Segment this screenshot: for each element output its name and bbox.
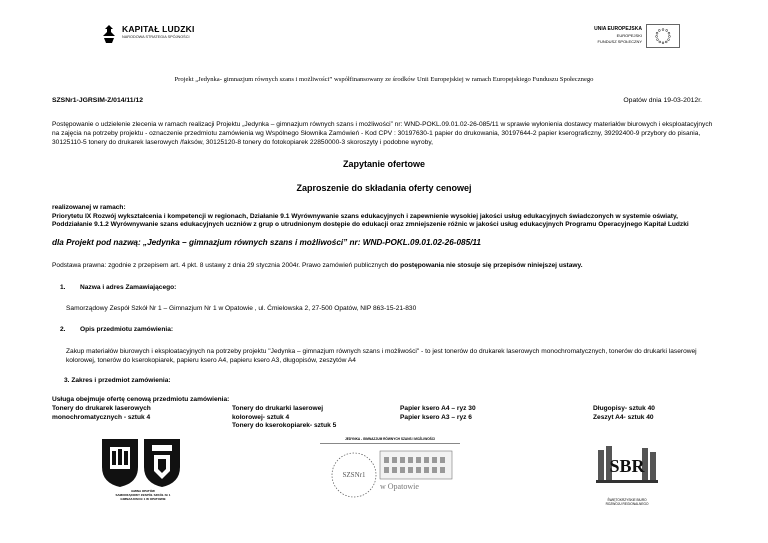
sbr-logo-icon <box>592 440 662 496</box>
list-item: Zeszyt A4- sztuk 40 <box>593 413 654 421</box>
service-scope-line: Usługa obejmuje ofertę cenową przedmiotu zamówienia: <box>52 396 230 403</box>
crest-caption-line2: SAMORZĄDOWY ZESPÓŁ SZKÓŁ Nr 1 <box>115 493 171 497</box>
kl-subtitle: NARODOWA STRATEGIA SPÓJNOŚCI <box>122 35 190 39</box>
ue-fund-line2: FUNDUSZ SPOŁECZNY <box>597 39 642 44</box>
realization-label: realizowanej w ramach: <box>52 204 126 211</box>
items-column-stationery <box>593 405 655 422</box>
opatow-crest-icon <box>98 437 188 489</box>
list-item: Papier ksero A4 – ryz 30 <box>400 405 476 412</box>
project-logo-text2: w Opatowie <box>380 482 419 491</box>
school-building-icon <box>320 445 460 515</box>
ue-fund-line1: EUROPEJSKI <box>616 33 642 38</box>
crest-caption-line3: GIMNAZJUM Nr 1 W OPATOWIE <box>120 497 166 501</box>
project-logo-title: JEDYNKA - GIMNAZJUM RÓWNYCH SZANS I MOŻLIWOŚCI <box>344 437 435 441</box>
section-1-heading <box>60 284 176 291</box>
sbr-caption-line1: ŚWIĘTOKRZYSKIE BIURO <box>607 498 647 502</box>
kl-title: KAPITAŁ LUDZKI <box>122 24 195 34</box>
sbr-logo-text: SBR <box>609 456 645 476</box>
section-1-title: Nazwa i adres Zamawiającego: <box>80 284 177 291</box>
realization-text: Priorytetu IX Rozwój wykształcenia i kompetencji w regionach, Działanie 9.1 Wyrównywanie szans edukacyjnych i zapewnienie wysokiej jakości usług edukacyjnych świadczonych w systemie oświaty, Poddziałanie 9.1.2 Wyrównywanie szans edukacyjnych uczniów z grup o utrudnionym dostępie do edukacji oraz zmniejszenie różnic w jakości usług edukacyjnych Programu Operacyjnego Kapitał Ludzki <box>52 212 689 229</box>
list-item: Długopisy- sztuk 40 <box>593 405 655 412</box>
project-name: dla Projekt pod nazwą: „Jedynka – gimnazjum równych szans i możliwości” nr: WND-POKL.09.01.02-26-085/11 <box>52 238 481 247</box>
crest-caption-line1: GMINA OPATÓW <box>131 489 155 493</box>
legal-basis-bold: do postępowania nie stosuje się przepisów niniejszej ustawy. <box>390 262 583 269</box>
section-2-heading <box>60 326 173 333</box>
crest-caption <box>98 489 188 501</box>
section-3-heading: 3. Zakres i przedmiot zamówienia: <box>64 377 171 384</box>
list-item: Tonery do kserokopiarek- sztuk 5 <box>232 422 337 430</box>
document-signature: SZSNr1-JGRSIM-Z/014/11/12 <box>52 97 144 104</box>
project-cofinancing-line: Projekt „Jedynka- gimnazjum równych szans i możliwości” współfinansowany ze środków Unii Europejskiej w ramach Europejskiego Funduszu Społecznego <box>174 76 594 83</box>
project-logo-divider <box>320 443 460 444</box>
list-item: kolorowej- sztuk 4 <box>232 413 290 421</box>
section-1-number: 1. <box>60 284 66 291</box>
section-2-number: 2. <box>60 326 66 333</box>
order-description: Zakup materiałów biurowych i eksploatacyjnych na potrzeby projektu "Jedynka – gimnazjum równych szans i możliwości" - to jest tonerów do drukarek laserowych monochromatycznych, tonerów do drukarki laserowej kolorowej, tonerów do kserokopiarek, papieru ksero A4, papieru ksero A3, długopisów, zeszytów A4 <box>66 348 697 364</box>
realization-block <box>52 204 717 230</box>
heading-invitation: Zaproszenie do składania oferty cenowej <box>296 183 472 193</box>
items-column-toners-color <box>232 405 336 431</box>
sbr-caption-line2: ROZWOJU REGIONALNEGO <box>605 502 649 506</box>
footer-project-logo <box>320 437 460 517</box>
document-date: Opatów dnia 19-03-2012r. <box>623 97 702 104</box>
ue-logo <box>590 24 680 52</box>
list-item: Tonery do drukarek laserowych <box>52 405 151 412</box>
sbr-caption <box>592 498 662 506</box>
footer-sbr-logo <box>592 440 662 506</box>
footer-crests <box>98 437 178 517</box>
list-item: monochromatycznych - sztuk 4 <box>52 413 151 421</box>
intro-paragraph: Postępowanie o udzielenie zlecenia w ramach realizacji Projektu „Jedynka – gimnazjum równych szans i możliwości” nr: WND-POKL.09.01.02-26-085/11 w sprawie wyłonienia dostawcy materiałów biurowych i eksploatacyjnych na zajęcia na potrzeby projektu - oznaczenie przedmiotu zamówienia wg Wspólnego Słownika Zamówień - Kod CPV : 30197630-1 papier do drukowania, 30197644-2 papier kserograficzny, 39292400-9 przybory do pisania, 30125110-5 tonery do drukarek laserowych /faksów, 30125120-8 tonery do fotokopiarek 22850000-3 skoroszyty i podobne wyroby, <box>52 121 713 147</box>
legal-basis <box>52 262 583 269</box>
ue-title: UNIA EUROPEJSKA <box>594 26 642 32</box>
list-item: Tonery do drukarki laserowej <box>232 405 324 412</box>
section-2-title: Opis przedmiotu zamówienia: <box>80 326 174 333</box>
legal-basis-text: Podstawa prawna: zgodnie z przepisem art. 4 pkt. 8 ustawy z dnia 29 stycznia 2004r. Prawo zamówień publicznych <box>52 262 391 269</box>
list-item: Papier ksero A3 – ryz 6 <box>400 413 472 421</box>
kapital-ludzki-emblem-icon <box>100 22 118 46</box>
kapital-ludzki-logo <box>100 22 210 52</box>
items-column-paper <box>400 405 476 422</box>
items-column-toners-mono <box>52 405 151 422</box>
project-logo-text1: SZSNr1 <box>342 471 366 479</box>
eu-flag-icon <box>646 24 680 48</box>
heading-request: Zapytanie ofertowe <box>342 159 425 169</box>
ordering-party-address: Samorządowy Zespół Szkół Nr 1 – Gimnazjum Nr 1 w Opatowie , ul. Ćmielowska 2, 27-500 Opatów, NIP 863-15-21-830 <box>66 305 417 312</box>
